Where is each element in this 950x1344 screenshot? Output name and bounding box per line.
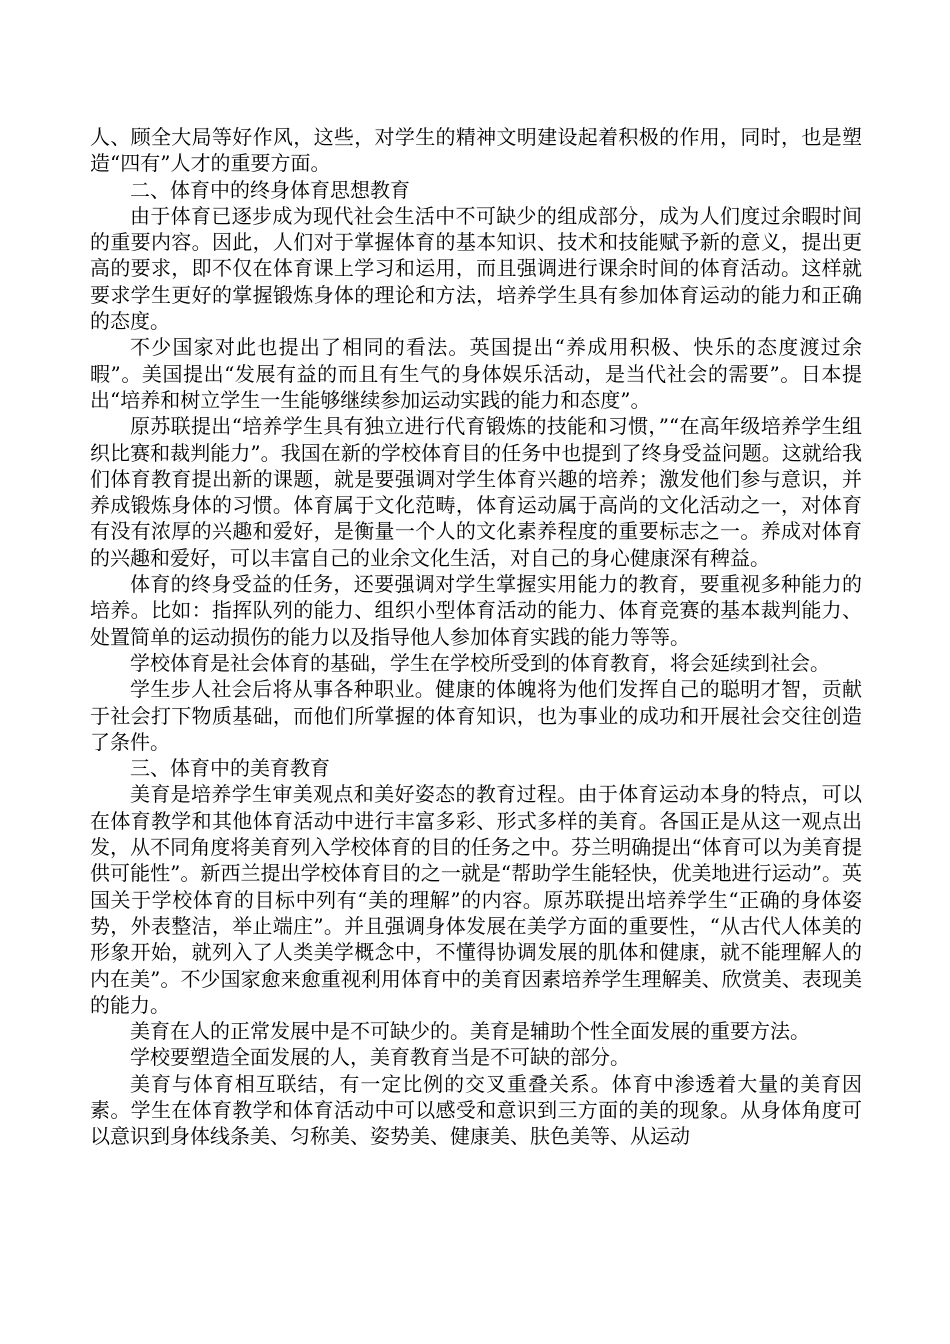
paragraph: 学校要塑造全面发展的人，美育教育当是不可缺的部分。 — [130, 1045, 630, 1070]
section-heading-2: 二、体育中的终身体育思想教育 — [130, 177, 410, 202]
paragraph: 美育在人的正常发展中是不可缺少的。美育是辅助个性全面发展的重要方法。 — [130, 1019, 810, 1044]
paragraph: 原苏联提出“培养学生具有独立进行代育锻炼的技能和习惯，”“在高年级培养学生组织比赛和裁判能力”。我国在新的学校体育目的任务中也提到了终身受益问题。这就给我们体育教育提出新的课题，就是要强调对学生体育兴趣的培养；激发他们参与意识，并养成锻炼身体的习惯。体育属于文化范畴，体育运动属于高尚的文化活动之一，对体育有没有浓厚的兴趣和爱好，是衡量一个人的文化素养程度的重要标志之一。养成对体育的兴趣和爱好，可以丰富自己的业余文化生活，对自己的身心健康深有稗益。 — [90, 414, 862, 570]
paragraph: 体育的终身受益的任务，还要强调对学生掌握实用能力的教育，要重视多种能力的培养。比如：指挥队列的能力、组织小型体育活动的能力、体育竞赛的基本裁判能力、处置简单的运动损伤的能力以及指导他人参加体育实践的能力等等。 — [90, 572, 862, 649]
paragraph: 学校体育是社会体育的基础，学生在学校所受到的体育教育，将会延续到社会。 — [130, 650, 830, 675]
paragraph: 不少国家对此也提出了相同的看法。英国提出“养成用积极、快乐的态度渡过余暇”。美国提出“发展有益的而且有生气的身体娱乐活动，是当代社会的需要”。日本提出“培养和树立学生一生能够继续参加运动实践的能力和态度”。 — [90, 335, 862, 412]
paragraph: 美育是培养学生审美观点和美好姿态的教育过程。由于体育运动本身的特点，可以在体育教学和其他体育活动中进行丰富多彩、形式多样的美育。各国正是从这一观点出发，从不同角度将美育列入学校体育的目的任务之中。芬兰明确提出“体育可以为美育提供可能性”。新西兰提出学校体育目的之一就是“帮助学生能轻快，优美地进行运动”。英国关于学校体育的目标中列有“美的理解”的内容。原苏联提出培养学生“正确的身体姿势，外表整洁，举止端庄”。并且强调身体发展在美学方面的重要性，“从古代人体美的形象开始，就列入了人类美学概念中，不懂得协调发展的肌体和健康，就不能理解人的内在美”。不少国家愈来愈重视利用体育中的美育因素培养学生理解美、欣赏美、表现美的能力。 — [90, 782, 862, 1017]
paragraph: 由于体育已逐步成为现代社会生活中不可缺少的组成部分，成为人们度过余暇时间的重要内容。因此，人们对于掌握体育的基本知识、技术和技能赋予新的意义，提出更高的要求，即不仅在体育课上学习和运用，而且强调进行课余时间的体育活动。这样就要求学生更好的掌握锻炼身体的理论和方法，培养学生具有参加体育运动的能力和正确的态度。 — [90, 203, 862, 334]
paragraph: 学生步人社会后将从事各种职业。健康的体魄将为他们发挥自己的聪明才智，贡献于社会打下物质基础，而他们所掌握的体育知识，也为事业的成功和开展社会交往创造了条件。 — [90, 677, 862, 754]
paragraph: 美育与体育相互联结，有一定比例的交叉重叠关系。体育中渗透着大量的美育因素。学生在体育教学和体育活动中可以感受和意识到三方面的美的现象。从身体角度可以意识到身体线条美、匀称美、姿势美、健康美、肤色美等、从运动 — [90, 1071, 862, 1149]
paragraph-continued: 人、顾全大局等好作风，这些，对学生的精神文明建设起着积极的作用，同时，也是塑造“四有”人才的重要方面。 — [90, 125, 862, 176]
document-page — [90, 124, 862, 1150]
section-heading-3: 三、体育中的美育教育 — [130, 756, 330, 781]
